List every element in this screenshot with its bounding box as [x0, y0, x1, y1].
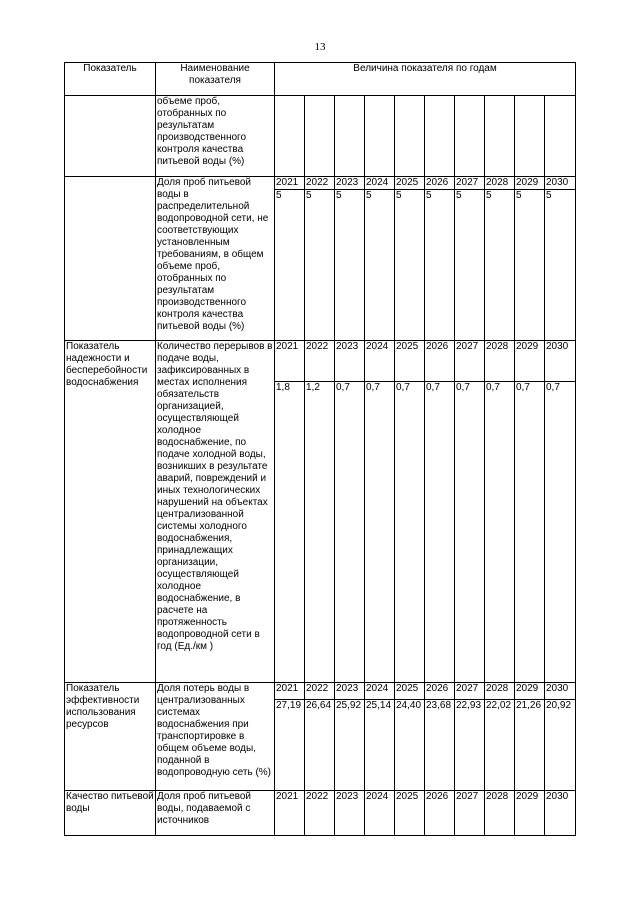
- indicator-name-cell: Количество перерывов в подаче воды, зафиксированных в местах исполнения обязательств организацией, осуществляющей холодное водоснабжение, по подаче холодной воды, возникших в результате аварий, повреждений и иных технологических нарушений на объектах централизованной системы холодного водоснабжения, принадлежащих организации, осуществляющей холодное водоснабжение, в расчете на протяженность водопроводной сети в год (Ед./км ): [156, 341, 275, 683]
- value-cell: 0,7: [335, 382, 365, 683]
- year-cell: 2025: [395, 341, 425, 382]
- year-cell: 2027: [455, 683, 485, 700]
- year-cell: 2029: [515, 177, 545, 190]
- year-cell: 2024: [365, 683, 395, 700]
- value-cell: 26,64: [305, 700, 335, 791]
- header-row: [65, 63, 576, 96]
- value-cell: 25,14: [365, 700, 395, 791]
- indicator-group-cell: [65, 177, 156, 341]
- year-cell: 2027: [455, 791, 485, 836]
- year-cell: 2027: [455, 177, 485, 190]
- year-cell: 2022: [305, 791, 335, 836]
- year-cell: [545, 96, 576, 177]
- value-cell: 21,26: [515, 700, 545, 791]
- year-cell: 2029: [515, 341, 545, 382]
- year-cell: 2024: [365, 791, 395, 836]
- value-cell: 5: [275, 190, 305, 341]
- year-cell: 2029: [515, 683, 545, 700]
- value-cell: 5: [305, 190, 335, 341]
- year-cell: [305, 96, 335, 177]
- year-cell: 2024: [365, 177, 395, 190]
- value-cell: 5: [545, 190, 576, 341]
- year-cell: [485, 96, 515, 177]
- year-cell: [515, 96, 545, 177]
- value-cell: 5: [365, 190, 395, 341]
- year-cell: 2021: [275, 683, 305, 700]
- year-cell: [275, 96, 305, 177]
- indicator-group-cell: [65, 96, 156, 177]
- table-row: [65, 177, 576, 190]
- indicator-name-cell: Доля проб питьевой воды, подаваемой с источников: [156, 791, 275, 836]
- value-cell: 5: [395, 190, 425, 341]
- indicator-group-cell: Показатель эффективности использования ресурсов: [65, 683, 156, 791]
- value-cell: 5: [425, 190, 455, 341]
- year-cell: 2025: [395, 683, 425, 700]
- year-cell: [455, 96, 485, 177]
- table-row: [65, 791, 576, 836]
- value-cell: 0,7: [485, 382, 515, 683]
- year-cell: 2023: [335, 177, 365, 190]
- year-cell: 2025: [395, 791, 425, 836]
- year-cell: 2024: [365, 341, 395, 382]
- value-cell: 5: [455, 190, 485, 341]
- value-cell: 0,7: [365, 382, 395, 683]
- table-row: [65, 683, 576, 700]
- value-cell: 24,40: [395, 700, 425, 791]
- year-cell: [395, 96, 425, 177]
- year-cell: 2029: [515, 791, 545, 836]
- table-row: [65, 341, 576, 382]
- year-cell: 2021: [275, 341, 305, 382]
- indicators-table: [64, 62, 576, 836]
- year-cell: 2023: [335, 791, 365, 836]
- year-cell: [365, 96, 395, 177]
- year-cell: 2030: [545, 683, 576, 700]
- table-row: [65, 96, 576, 177]
- value-cell: 22,02: [485, 700, 515, 791]
- header-name: Наименование показателя: [156, 63, 275, 96]
- header-values-by-year: Величина показателя по годам: [275, 63, 576, 96]
- value-cell: 0,7: [395, 382, 425, 683]
- indicator-group-cell: Качество питьевой воды: [65, 791, 156, 836]
- value-cell: 0,7: [515, 382, 545, 683]
- year-cell: 2022: [305, 177, 335, 190]
- value-cell: 23,68: [425, 700, 455, 791]
- header-indicator: Показатель: [65, 63, 156, 96]
- year-cell: 2028: [485, 683, 515, 700]
- value-cell: 0,7: [545, 382, 576, 683]
- indicator-name-cell: объеме проб, отобранных по результатам производственного контроля качества питьевой воды (%): [156, 96, 275, 177]
- year-cell: 2030: [545, 341, 576, 382]
- year-cell: 2023: [335, 683, 365, 700]
- value-cell: 5: [335, 190, 365, 341]
- year-cell: 2028: [485, 791, 515, 836]
- year-cell: 2026: [425, 683, 455, 700]
- value-cell: 0,7: [425, 382, 455, 683]
- value-cell: 1,2: [305, 382, 335, 683]
- value-cell: 1,8: [275, 382, 305, 683]
- year-cell: 2026: [425, 791, 455, 836]
- value-cell: 5: [515, 190, 545, 341]
- value-cell: 5: [485, 190, 515, 341]
- year-cell: [335, 96, 365, 177]
- year-cell: 2021: [275, 791, 305, 836]
- year-cell: 2026: [425, 177, 455, 190]
- year-cell: 2030: [545, 791, 576, 836]
- value-cell: 0,7: [455, 382, 485, 683]
- year-cell: 2022: [305, 341, 335, 382]
- year-cell: 2021: [275, 177, 305, 190]
- indicator-name-cell: Доля потерь воды в централизованных системах водоснабжения при транспортировке в общем объеме воды, поданной в водопроводную сеть (%): [156, 683, 275, 791]
- year-cell: 2028: [485, 177, 515, 190]
- value-cell: 25,92: [335, 700, 365, 791]
- year-cell: 2027: [455, 341, 485, 382]
- value-cell: 20,92: [545, 700, 576, 791]
- year-cell: 2026: [425, 341, 455, 382]
- indicator-group-cell: Показатель надежности и бесперебойности водоснабжения: [65, 341, 156, 683]
- year-cell: 2030: [545, 177, 576, 190]
- indicator-name-cell: Доля проб питьевой воды в распределительной водопроводной сети, не соответствующих установленным требованиям, в общем объеме проб, отобранных по результатам производственного контроля качества питьевой воды (%): [156, 177, 275, 341]
- year-cell: 2023: [335, 341, 365, 382]
- value-cell: 27,19: [275, 700, 305, 791]
- year-cell: 2022: [305, 683, 335, 700]
- year-cell: 2028: [485, 341, 515, 382]
- value-cell: 22,93: [455, 700, 485, 791]
- page-number: 13: [314, 41, 326, 53]
- year-cell: 2025: [395, 177, 425, 190]
- year-cell: [425, 96, 455, 177]
